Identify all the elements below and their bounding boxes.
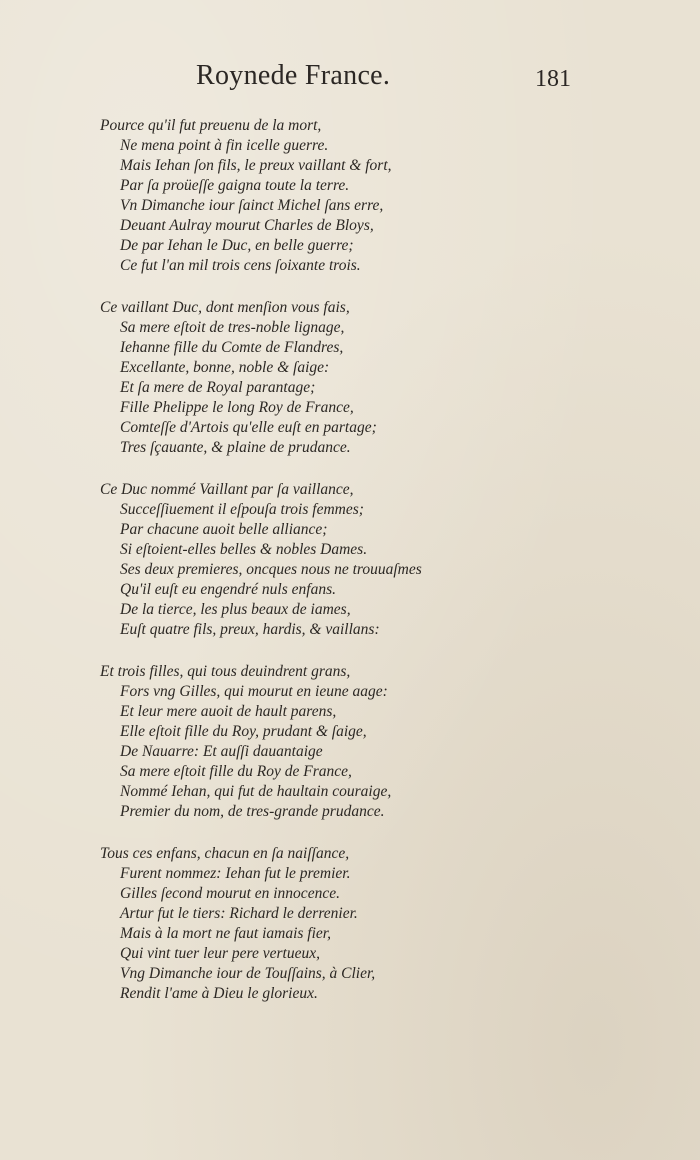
page-header <box>0 58 700 98</box>
verse-line: Si eſtoient-elles belles & nobles Dames. <box>120 541 368 558</box>
verse-line: De par Iehan le Duc, en belle guerre; <box>120 237 354 254</box>
verse-line: Rendit l'ame à Dieu le glorieux. <box>120 985 318 1002</box>
verse-line: Ce fut l'an mil trois cens ſoixante trois. <box>120 257 361 274</box>
verse-line: Par chacune auoit belle alliance; <box>120 521 328 538</box>
verse-line: Sa mere eſtoit de tres-noble lignage, <box>120 319 345 336</box>
verse-line: Excellante, bonne, noble & ſaige: <box>120 359 330 376</box>
verse-line: Sa mere eſtoit fille du Roy de France, <box>120 763 352 780</box>
verse-line: Pource qu'il fut preuenu de la mort, <box>100 117 322 134</box>
verse-line: Euſt quatre fils, preux, hardis, & vaillans: <box>120 621 380 638</box>
verse-line: Ne mena point à fin icelle guerre. <box>120 137 329 154</box>
running-title: Roynede France. <box>196 60 391 91</box>
page-number: 181 <box>535 66 571 92</box>
verse-line: Artur fut le tiers: Richard le derrenier. <box>120 905 358 922</box>
verse-line: Tres ſçauante, & plaine de prudance. <box>120 439 351 456</box>
verse-line: Vng Dimanche iour de Touſſains, à Clier, <box>120 965 376 982</box>
verse-line: Ce vaillant Duc, dont menſion vous fais, <box>100 299 350 316</box>
verse-line: Ce Duc nommé Vaillant par ſa vaillance, <box>100 481 354 498</box>
verse-line: De la tierce, les plus beaux de iames, <box>120 601 351 618</box>
verse-line: Vn Dimanche iour ſainct Michel ſans erre, <box>120 197 384 214</box>
verse-line: Qui vint tuer leur pere vertueux, <box>120 945 321 962</box>
verse-line: De Nauarre: Et auſſi dauantaige <box>120 743 323 760</box>
verse-line: Deuant Aulray mourut Charles de Bloys, <box>120 217 374 234</box>
verse-line: Par ſa proüeſſe gaigna toute la terre. <box>120 177 350 194</box>
verse-line: Ses deux premieres, oncques nous ne trouuaſmes <box>120 561 422 578</box>
verse-line: Et trois filles, qui tous deuindrent grans, <box>100 663 351 680</box>
verse-line: Gilles ſecond mourut en innocence. <box>120 885 340 902</box>
verse-line: Tous ces enfans, chacun en ſa naiſſance, <box>100 845 350 862</box>
verse-line: Iehanne fille du Comte de Flandres, <box>120 339 344 356</box>
verse-line: Mais Iehan ſon fils, le preux vaillant & fort, <box>120 157 392 174</box>
verse-line: Fille Phelippe le long Roy de France, <box>120 399 354 416</box>
verse-line: Elle eſtoit fille du Roy, prudant & ſaige, <box>120 723 367 740</box>
verse-line: Fors vng Gilles, qui mourut en ieune aage: <box>120 683 388 700</box>
verse-line: Et leur mere auoit de hault parens, <box>120 703 337 720</box>
verse-line: Et ſa mere de Royal parantage; <box>120 379 316 396</box>
verse-line: Nommé Iehan, qui fut de haultain couraige, <box>120 783 392 800</box>
verse-line: Succeſſiuement il eſpouſa trois femmes; <box>120 501 364 518</box>
verse-line: Mais à la mort ne faut iamais fier, <box>120 925 331 942</box>
verse-line: Furent nommez: Iehan fut le premier. <box>120 865 351 882</box>
verse-line: Premier du nom, de tres-grande prudance. <box>120 803 385 820</box>
verse-line: Comteſſe d'Artois qu'elle euſt en partage; <box>120 419 377 436</box>
verse-line: Qu'il euſt eu engendré nuls enfans. <box>120 581 336 598</box>
